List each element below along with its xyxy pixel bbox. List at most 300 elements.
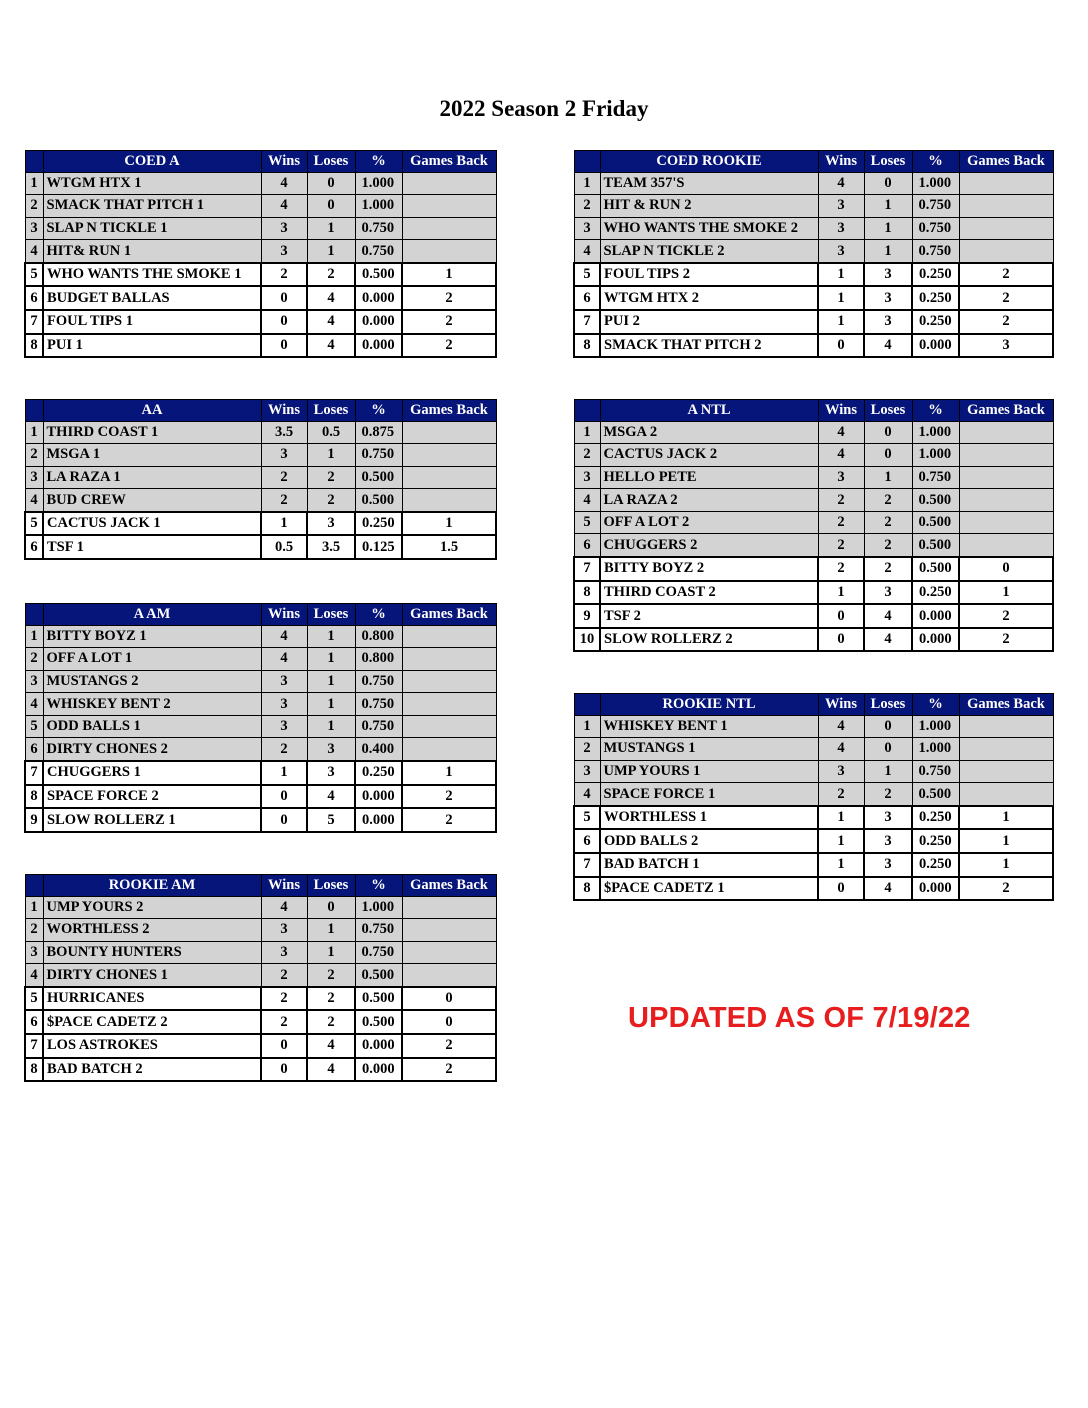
wins-cell: 3 — [818, 217, 864, 240]
loses-cell: 2 — [864, 489, 912, 512]
pct-cell: 1.000 — [355, 896, 402, 919]
loses-header: Loses — [307, 875, 355, 897]
table-row — [25, 263, 496, 287]
games-back-cell: 2 — [959, 628, 1053, 652]
table-row — [574, 444, 1053, 467]
team-cell: PUI 1 — [43, 334, 261, 358]
table-row — [25, 941, 496, 964]
team-cell: UMP YOURS 2 — [43, 896, 261, 919]
wins-cell: 2 — [818, 511, 864, 534]
wins-cell: 4 — [818, 738, 864, 761]
wins-cell: 2 — [261, 263, 307, 287]
wins-header: Wins — [261, 875, 307, 897]
table-row — [574, 581, 1053, 605]
table-row — [574, 217, 1053, 240]
rank-cell: 1 — [25, 172, 43, 195]
team-cell: SPACE FORCE 1 — [600, 783, 818, 806]
loses-header: Loses — [864, 400, 912, 422]
loses-cell: 5 — [307, 808, 355, 832]
pct-cell: 0.000 — [912, 877, 959, 901]
pct-cell: 0.500 — [355, 466, 402, 489]
pct-cell: 0.750 — [355, 919, 402, 942]
table-row — [25, 1034, 496, 1058]
pct-cell: 0.500 — [912, 489, 959, 512]
loses-cell: 1 — [307, 444, 355, 467]
team-cell: MSGA 2 — [600, 421, 818, 444]
team-cell: LA RAZA 2 — [600, 489, 818, 512]
pct-cell: 0.750 — [355, 444, 402, 467]
team-cell: BAD BATCH 2 — [43, 1058, 261, 1082]
wins-cell: 3.5 — [261, 421, 307, 444]
wins-cell: 2 — [261, 1010, 307, 1034]
wins-cell: 3 — [261, 240, 307, 263]
wins-cell: 1 — [818, 581, 864, 605]
table-row — [25, 625, 496, 648]
team-cell: DIRTY CHONES 2 — [43, 738, 261, 761]
table-row — [574, 534, 1053, 557]
rank-cell: 9 — [25, 808, 43, 832]
wins-header: Wins — [261, 400, 307, 422]
rank-cell: 2 — [25, 444, 43, 467]
pct-cell: 0.500 — [912, 534, 959, 557]
table-row — [25, 693, 496, 716]
table-row — [25, 785, 496, 809]
rank-cell: 1 — [574, 421, 600, 444]
table-row — [25, 466, 496, 489]
rank-cell: 6 — [574, 534, 600, 557]
pct-cell: 0.800 — [355, 625, 402, 648]
pct-cell: 0.750 — [355, 715, 402, 738]
wins-cell: 1 — [818, 829, 864, 853]
games-back-cell: 1.5 — [402, 535, 496, 559]
loses-header: Loses — [307, 604, 355, 626]
team-cell: MSGA 1 — [43, 444, 261, 467]
table-row — [25, 987, 496, 1011]
table-row — [25, 172, 496, 195]
wins-cell: 0 — [818, 628, 864, 652]
pct-cell: 0.500 — [355, 489, 402, 512]
games-back-cell: 1 — [402, 263, 496, 287]
wins-cell: 2 — [261, 489, 307, 512]
pct-cell: 0.250 — [355, 512, 402, 536]
table-row — [25, 715, 496, 738]
table-row — [25, 1010, 496, 1034]
games-back-cell — [402, 964, 496, 987]
rank-cell: 5 — [25, 512, 43, 536]
team-cell: ODD BALLS 2 — [600, 829, 818, 853]
wins-cell: 0 — [818, 334, 864, 358]
loses-cell: 3 — [864, 853, 912, 877]
team-cell: BUD CREW — [43, 489, 261, 512]
rank-header — [25, 400, 43, 422]
table-row — [25, 217, 496, 240]
team-cell: BOUNTY HUNTERS — [43, 941, 261, 964]
rank-header — [25, 875, 43, 897]
rank-cell: 7 — [574, 853, 600, 877]
pct-cell: 0.250 — [912, 829, 959, 853]
team-cell: ODD BALLS 1 — [43, 715, 261, 738]
wins-cell: 0.5 — [261, 535, 307, 559]
games-back-cell — [402, 217, 496, 240]
pct-cell: 0.750 — [355, 941, 402, 964]
rank-cell: 7 — [25, 761, 43, 785]
wins-cell: 3 — [261, 693, 307, 716]
loses-cell: 2 — [864, 783, 912, 806]
rank-cell: 2 — [25, 919, 43, 942]
team-cell: $PACE CADETZ 1 — [600, 877, 818, 901]
loses-cell: 1 — [307, 240, 355, 263]
wins-cell: 3 — [818, 240, 864, 263]
pct-cell: 0.500 — [912, 511, 959, 534]
loses-cell: 2 — [864, 557, 912, 581]
team-cell: SLOW ROLLERZ 1 — [43, 808, 261, 832]
team-cell: SLAP N TICKLE 2 — [600, 240, 818, 263]
pct-cell: 0.750 — [912, 240, 959, 263]
games-back-cell: 2 — [402, 286, 496, 310]
pct-cell: 0.250 — [912, 806, 959, 830]
games-back-cell — [402, 715, 496, 738]
loses-cell: 3.5 — [307, 535, 355, 559]
games-back-header: Games Back — [402, 875, 496, 897]
table-row — [574, 310, 1053, 334]
team-cell: BITTY BOYZ 2 — [600, 557, 818, 581]
loses-cell: 0 — [864, 172, 912, 195]
table-row — [574, 334, 1053, 358]
loses-cell: 4 — [864, 604, 912, 628]
rank-cell: 1 — [574, 172, 600, 195]
wins-header: Wins — [818, 151, 864, 173]
team-cell: SMACK THAT PITCH 2 — [600, 334, 818, 358]
games-back-cell — [402, 172, 496, 195]
rank-cell: 5 — [574, 806, 600, 830]
games-back-cell: 2 — [959, 263, 1053, 287]
rank-cell: 7 — [574, 310, 600, 334]
pct-cell: 1.000 — [912, 715, 959, 738]
standings-table-a-am — [24, 603, 497, 833]
games-back-cell — [959, 760, 1053, 783]
standings-table-aa — [24, 399, 497, 560]
pct-cell: 0.875 — [355, 421, 402, 444]
rank-cell: 5 — [574, 263, 600, 287]
wins-cell: 2 — [261, 466, 307, 489]
pct-cell: 0.800 — [355, 648, 402, 671]
team-cell: WORTHLESS 1 — [600, 806, 818, 830]
team-cell: WHISKEY BENT 1 — [600, 715, 818, 738]
pct-cell: 0.400 — [355, 738, 402, 761]
loses-cell: 3 — [864, 581, 912, 605]
games-back-cell: 1 — [959, 829, 1053, 853]
rank-cell: 1 — [574, 715, 600, 738]
table-row — [25, 535, 496, 559]
games-back-cell — [402, 670, 496, 693]
rank-cell: 6 — [574, 829, 600, 853]
wins-cell: 1 — [261, 512, 307, 536]
team-cell: WHISKEY BENT 2 — [43, 693, 261, 716]
loses-cell: 0 — [307, 195, 355, 218]
rank-cell: 10 — [574, 628, 600, 652]
games-back-cell — [402, 919, 496, 942]
pct-cell: 0.750 — [912, 466, 959, 489]
team-cell: BAD BATCH 1 — [600, 853, 818, 877]
wins-cell: 3 — [261, 444, 307, 467]
pct-cell: 0.000 — [912, 334, 959, 358]
standings-table-rookie-ntl — [573, 693, 1054, 901]
wins-cell: 4 — [818, 715, 864, 738]
pct-cell: 0.500 — [912, 783, 959, 806]
games-back-cell: 1 — [402, 512, 496, 536]
wins-cell: 4 — [818, 421, 864, 444]
games-back-cell: 1 — [959, 806, 1053, 830]
wins-header: Wins — [818, 694, 864, 716]
wins-cell: 2 — [261, 987, 307, 1011]
table-row — [574, 286, 1053, 310]
team-cell: DIRTY CHONES 1 — [43, 964, 261, 987]
loses-cell: 1 — [864, 240, 912, 263]
rank-cell: 8 — [574, 334, 600, 358]
rank-cell: 7 — [574, 557, 600, 581]
table-row — [25, 919, 496, 942]
team-cell: WHO WANTS THE SMOKE 2 — [600, 217, 818, 240]
rank-header — [574, 400, 600, 422]
loses-cell: 4 — [307, 334, 355, 358]
pct-cell: 0.750 — [355, 240, 402, 263]
rank-cell: 3 — [25, 466, 43, 489]
loses-cell: 1 — [307, 941, 355, 964]
loses-cell: 2 — [864, 534, 912, 557]
table-row — [25, 896, 496, 919]
pct-cell: 0.000 — [912, 604, 959, 628]
wins-cell: 0 — [818, 604, 864, 628]
team-cell: WTGM HTX 1 — [43, 172, 261, 195]
rank-cell: 8 — [25, 785, 43, 809]
rank-cell: 1 — [25, 421, 43, 444]
games-back-cell — [959, 444, 1053, 467]
wins-cell: 2 — [818, 534, 864, 557]
table-row — [574, 877, 1053, 901]
loses-cell: 4 — [864, 628, 912, 652]
wins-cell: 2 — [818, 489, 864, 512]
table-row — [25, 489, 496, 512]
wins-cell: 3 — [261, 919, 307, 942]
rank-cell: 4 — [574, 489, 600, 512]
loses-cell: 2 — [864, 511, 912, 534]
wins-cell: 0 — [261, 310, 307, 334]
loses-cell: 1 — [307, 693, 355, 716]
rank-cell: 1 — [25, 625, 43, 648]
team-cell: SMACK THAT PITCH 1 — [43, 195, 261, 218]
games-back-cell: 2 — [402, 808, 496, 832]
rank-cell: 7 — [25, 1034, 43, 1058]
team-cell: HIT & RUN 2 — [600, 195, 818, 218]
wins-cell: 3 — [818, 466, 864, 489]
standings-table-rookie-am — [24, 874, 497, 1082]
games-back-cell: 2 — [402, 785, 496, 809]
rank-cell: 6 — [25, 286, 43, 310]
games-back-cell — [402, 738, 496, 761]
games-back-cell — [959, 172, 1053, 195]
rank-cell: 3 — [25, 670, 43, 693]
loses-cell: 1 — [307, 670, 355, 693]
table-row — [574, 466, 1053, 489]
loses-cell: 4 — [307, 785, 355, 809]
table-row — [25, 512, 496, 536]
rank-cell: 3 — [574, 466, 600, 489]
loses-header: Loses — [307, 151, 355, 173]
wins-cell: 2 — [818, 783, 864, 806]
wins-header: Wins — [261, 151, 307, 173]
table-row — [574, 263, 1053, 287]
division-name: COED A — [43, 151, 261, 173]
table-row — [574, 421, 1053, 444]
rank-cell: 4 — [25, 489, 43, 512]
table-row — [25, 808, 496, 832]
table-row — [574, 806, 1053, 830]
table-row — [574, 738, 1053, 761]
loses-cell: 0 — [864, 421, 912, 444]
wins-cell: 3 — [261, 941, 307, 964]
pct-cell: 0.500 — [355, 263, 402, 287]
team-cell: FOUL TIPS 1 — [43, 310, 261, 334]
rank-cell: 6 — [25, 1010, 43, 1034]
page-title: 2022 Season 2 Friday — [439, 96, 649, 121]
team-cell: WORTHLESS 2 — [43, 919, 261, 942]
wins-cell: 2 — [261, 738, 307, 761]
loses-cell: 2 — [307, 466, 355, 489]
games-back-cell — [959, 783, 1053, 806]
wins-cell: 0 — [261, 334, 307, 358]
wins-cell: 0 — [261, 286, 307, 310]
team-cell: WTGM HTX 2 — [600, 286, 818, 310]
standings-table-coed-rookie — [573, 150, 1054, 358]
games-back-cell — [402, 625, 496, 648]
wins-cell: 2 — [261, 964, 307, 987]
team-cell: MUSTANGS 2 — [43, 670, 261, 693]
pct-cell: 0.750 — [355, 217, 402, 240]
loses-cell: 3 — [864, 310, 912, 334]
games-back-cell: 1 — [959, 853, 1053, 877]
pct-cell: 0.000 — [355, 1034, 402, 1058]
table-row — [574, 760, 1053, 783]
loses-cell: 1 — [307, 648, 355, 671]
pct-header: % — [912, 400, 959, 422]
table-row — [574, 557, 1053, 581]
loses-cell: 1 — [307, 919, 355, 942]
loses-cell: 0.5 — [307, 421, 355, 444]
rank-cell: 2 — [574, 444, 600, 467]
loses-cell: 2 — [307, 987, 355, 1011]
updated-note: UPDATED AS OF 7/19/22 — [628, 1002, 971, 1034]
team-cell: WHO WANTS THE SMOKE 1 — [43, 263, 261, 287]
team-cell: TEAM 357'S — [600, 172, 818, 195]
team-cell: HIT& RUN 1 — [43, 240, 261, 263]
team-cell: PUI 2 — [600, 310, 818, 334]
table-row — [574, 783, 1053, 806]
pct-header: % — [912, 694, 959, 716]
loses-cell: 4 — [307, 1034, 355, 1058]
table-row — [574, 240, 1053, 263]
loses-cell: 2 — [307, 964, 355, 987]
table-row — [574, 829, 1053, 853]
rank-cell: 8 — [25, 1058, 43, 1082]
table-row — [25, 286, 496, 310]
wins-cell: 1 — [818, 310, 864, 334]
games-back-header: Games Back — [402, 604, 496, 626]
games-back-cell — [959, 715, 1053, 738]
wins-cell: 0 — [261, 1058, 307, 1082]
rank-cell: 3 — [574, 217, 600, 240]
division-name: A NTL — [600, 400, 818, 422]
table-row — [574, 715, 1053, 738]
rank-cell: 5 — [574, 511, 600, 534]
games-back-cell: 2 — [402, 334, 496, 358]
rank-cell: 2 — [574, 738, 600, 761]
table-row — [574, 628, 1053, 652]
rank-header — [25, 151, 43, 173]
loses-cell: 3 — [864, 286, 912, 310]
team-cell: BUDGET BALLAS — [43, 286, 261, 310]
team-cell: HELLO PETE — [600, 466, 818, 489]
table-row — [25, 761, 496, 785]
wins-cell: 4 — [261, 172, 307, 195]
games-back-cell: 2 — [959, 604, 1053, 628]
division-name: ROOKIE AM — [43, 875, 261, 897]
games-back-header: Games Back — [402, 151, 496, 173]
rank-cell: 8 — [25, 334, 43, 358]
table-row — [574, 195, 1053, 218]
wins-cell: 2 — [818, 557, 864, 581]
loses-header: Loses — [864, 151, 912, 173]
rank-cell: 2 — [25, 195, 43, 218]
loses-cell: 0 — [864, 715, 912, 738]
games-back-cell — [402, 195, 496, 218]
table-row — [25, 648, 496, 671]
rank-cell: 5 — [25, 987, 43, 1011]
pct-cell: 1.000 — [912, 444, 959, 467]
pct-cell: 0.000 — [355, 808, 402, 832]
wins-cell: 0 — [261, 1034, 307, 1058]
team-cell: THIRD COAST 2 — [600, 581, 818, 605]
games-back-cell — [959, 195, 1053, 218]
loses-cell: 0 — [864, 444, 912, 467]
team-cell: CHUGGERS 2 — [600, 534, 818, 557]
loses-cell: 1 — [864, 760, 912, 783]
loses-cell: 3 — [864, 829, 912, 853]
team-cell: OFF A LOT 1 — [43, 648, 261, 671]
wins-cell: 3 — [261, 670, 307, 693]
wins-cell: 4 — [261, 195, 307, 218]
pct-cell: 1.000 — [912, 421, 959, 444]
loses-cell: 0 — [307, 172, 355, 195]
loses-cell: 0 — [864, 738, 912, 761]
games-back-cell — [402, 941, 496, 964]
games-back-cell — [959, 217, 1053, 240]
loses-cell: 2 — [307, 1010, 355, 1034]
team-cell: OFF A LOT 2 — [600, 511, 818, 534]
pct-cell: 0.750 — [355, 693, 402, 716]
loses-cell: 3 — [307, 512, 355, 536]
rank-cell: 2 — [25, 648, 43, 671]
table-row — [25, 421, 496, 444]
rank-cell: 1 — [25, 896, 43, 919]
wins-cell: 1 — [818, 806, 864, 830]
rank-header — [574, 151, 600, 173]
pct-cell: 0.000 — [355, 286, 402, 310]
team-cell: CHUGGERS 1 — [43, 761, 261, 785]
loses-cell: 4 — [307, 286, 355, 310]
loses-cell: 1 — [864, 195, 912, 218]
team-cell: CACTUS JACK 1 — [43, 512, 261, 536]
division-name: ROOKIE NTL — [600, 694, 818, 716]
